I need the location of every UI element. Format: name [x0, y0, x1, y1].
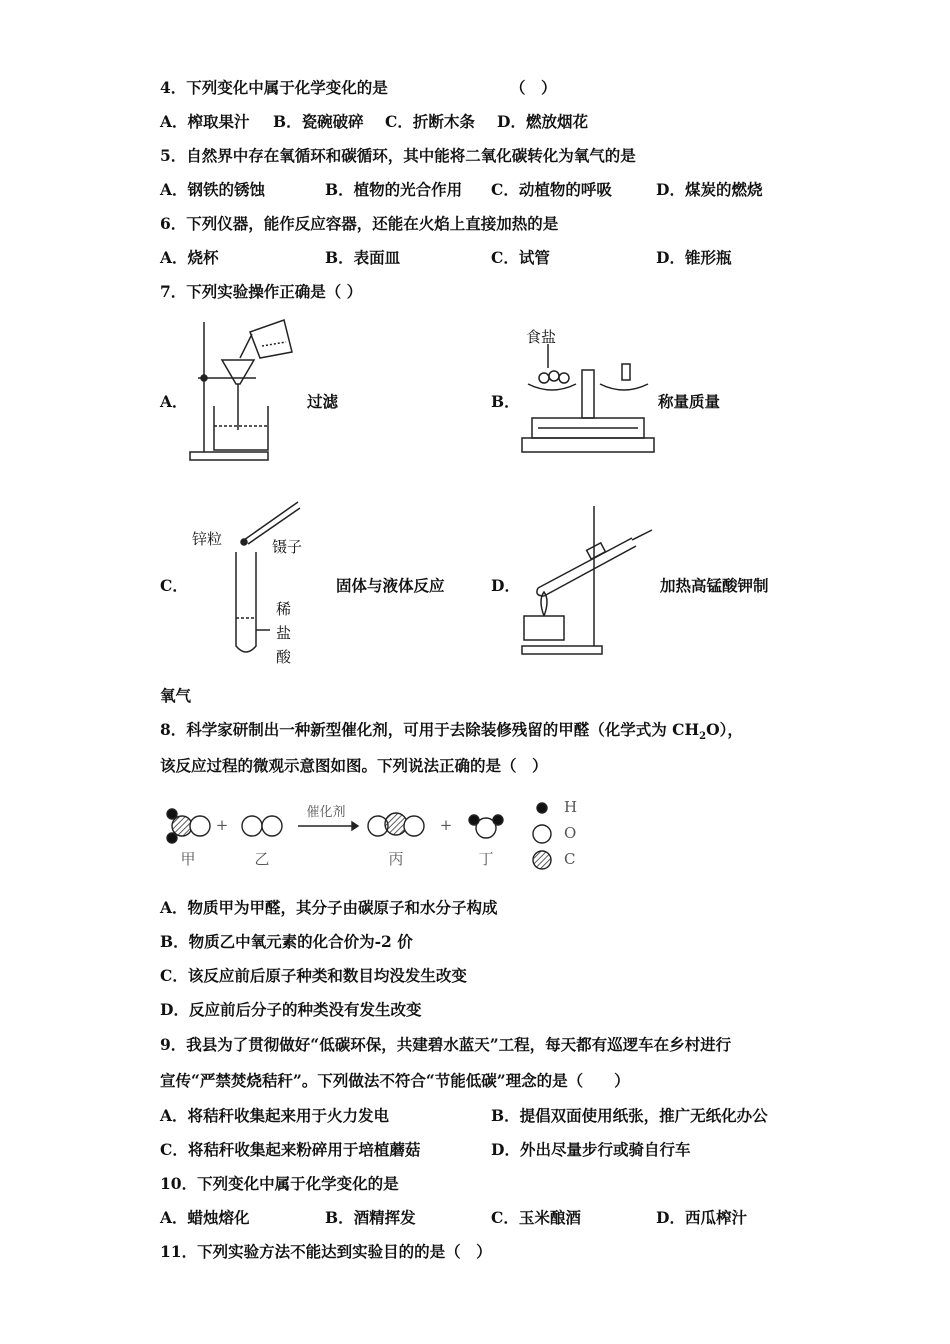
q4-option-a: A．榨取果汁 [160, 112, 250, 131]
q6-option-d: D．锥形瓶 [656, 248, 732, 267]
catalyst-label: 催化剂 [306, 805, 346, 820]
dilute-acid-label-2: 盐 [276, 624, 292, 642]
q7-option-d-letter: D． [491, 576, 520, 595]
q5-option-b: B．植物的光合作用 [325, 180, 463, 199]
legend-h: H [564, 798, 578, 816]
dilute-acid-label-3: 酸 [276, 648, 292, 666]
dilute-acid-label-1: 稀 [276, 600, 292, 618]
q5-option-c: C．动植物的呼吸 [491, 180, 612, 199]
filtration-apparatus-figure [188, 312, 303, 464]
q10-option-b: B．酒精挥发 [325, 1208, 416, 1227]
q4-option-c: C．折断木条 [385, 112, 475, 131]
q9-stem-line1: 9．我县为了贯彻做好“低碳环保，共建碧水蓝天”工程，每天都有巡逻车在乡村进行 [160, 1035, 732, 1054]
q10-option-d: D．西瓜榨汁 [656, 1208, 747, 1227]
q9-option-b: B．提倡双面使用纸张，推广无纸化办公 [491, 1106, 768, 1125]
plus-sign-1: + [215, 816, 229, 834]
reaction-micro-diagram [160, 796, 590, 878]
q7-option-b-letter: B． [491, 392, 520, 411]
q6-stem: 6．下列仪器，能作反应容器，还能在火焰上直接加热的是 [160, 214, 559, 233]
q4-option-b: B．瓷碗破碎 [273, 112, 364, 131]
plus-sign-2: + [439, 816, 453, 834]
q7-option-a-letter: A． [160, 392, 188, 411]
q10-option-c: C．玉米酿酒 [491, 1208, 581, 1227]
tweezers-label: 镊子 [272, 538, 303, 556]
heating-permanganate-figure [520, 500, 660, 658]
q10-stem: 10．下列变化中属于化学变化的是 [160, 1174, 399, 1193]
q5-option-d: D．煤炭的燃烧 [656, 180, 763, 199]
q8-option-a: A．物质甲为甲醛，其分子由碳原子和水分子构成 [160, 898, 498, 917]
q6-option-c: C．试管 [491, 248, 550, 267]
q5-stem: 5．自然界中存在氧循环和碳循环，其中能将二氧化碳转化为氧气的是 [160, 146, 636, 165]
balance-salt-label: 食盐 [526, 328, 557, 346]
legend-c: C [564, 850, 576, 868]
zinc-granule-label: 锌粒 [192, 530, 223, 548]
q7-stem: 7．下列实验操作正确是（ ） [160, 282, 363, 301]
q8-option-d: D．反应前后分子的种类没有发生改变 [160, 1000, 422, 1019]
q7-option-d-caption-continuation: 氧气 [160, 686, 192, 705]
balance-scale-figure [518, 344, 658, 456]
q9-option-c: C．将秸秆收集起来粉碎用于培植蘑菇 [160, 1140, 421, 1159]
q9-stem-line2: 宣传“严禁焚烧秸秆”。下列做法不符合“节能低碳”理念的是（ ） [160, 1071, 630, 1090]
legend-o: O [564, 824, 577, 842]
q4-stem: 4．下列变化中属于化学变化的是 （ ） [160, 78, 557, 97]
q7-option-d-caption: 加热高锰酸钾制 [660, 576, 769, 595]
q9-option-a: A．将秸秆收集起来用于火力发电 [160, 1106, 390, 1125]
molecule-label-yi: 乙 [254, 850, 270, 868]
q9-option-d: D．外出尽量步行或骑自行车 [491, 1140, 691, 1159]
q7-option-a-caption: 过滤 [307, 392, 339, 411]
q10-option-a: A．蜡烛熔化 [160, 1208, 250, 1227]
q6-option-a: A．烧杯 [160, 248, 219, 267]
q4-option-d: D．燃放烟花 [497, 112, 588, 131]
test-tube-tweezers-figure [226, 496, 306, 658]
q8-stem-line1: 8．科学家研制出一种新型催化剂，可用于去除装修残留的甲醛（化学式为 $CH_2O$）， [160, 720, 743, 743]
q8-stem-line2: 该反应过程的微观示意图如图。下列说法正确的是（ ） [160, 756, 548, 775]
q7-option-b-caption: 称量质量 [658, 392, 721, 411]
q8-option-b: B．物质乙中氧元素的化合价为-2 价 [160, 932, 413, 951]
q7-option-c-letter: C． [160, 576, 188, 595]
molecule-label-jia: 甲 [180, 850, 196, 868]
q4-answer-paren: （ ） [510, 78, 557, 97]
q11-stem: 11．下列实验方法不能达到实验目的的是（ ） [160, 1242, 492, 1261]
q7-option-c-caption: 固体与液体反应 [336, 576, 445, 595]
q6-option-b: B．表面皿 [325, 248, 401, 267]
molecule-label-bing: 丙 [388, 850, 404, 868]
q5-option-a: A．钢铁的锈蚀 [160, 180, 266, 199]
molecule-label-ding: 丁 [478, 850, 494, 868]
q8-option-c: C．该反应前后原子种类和数目均没发生改变 [160, 966, 467, 985]
